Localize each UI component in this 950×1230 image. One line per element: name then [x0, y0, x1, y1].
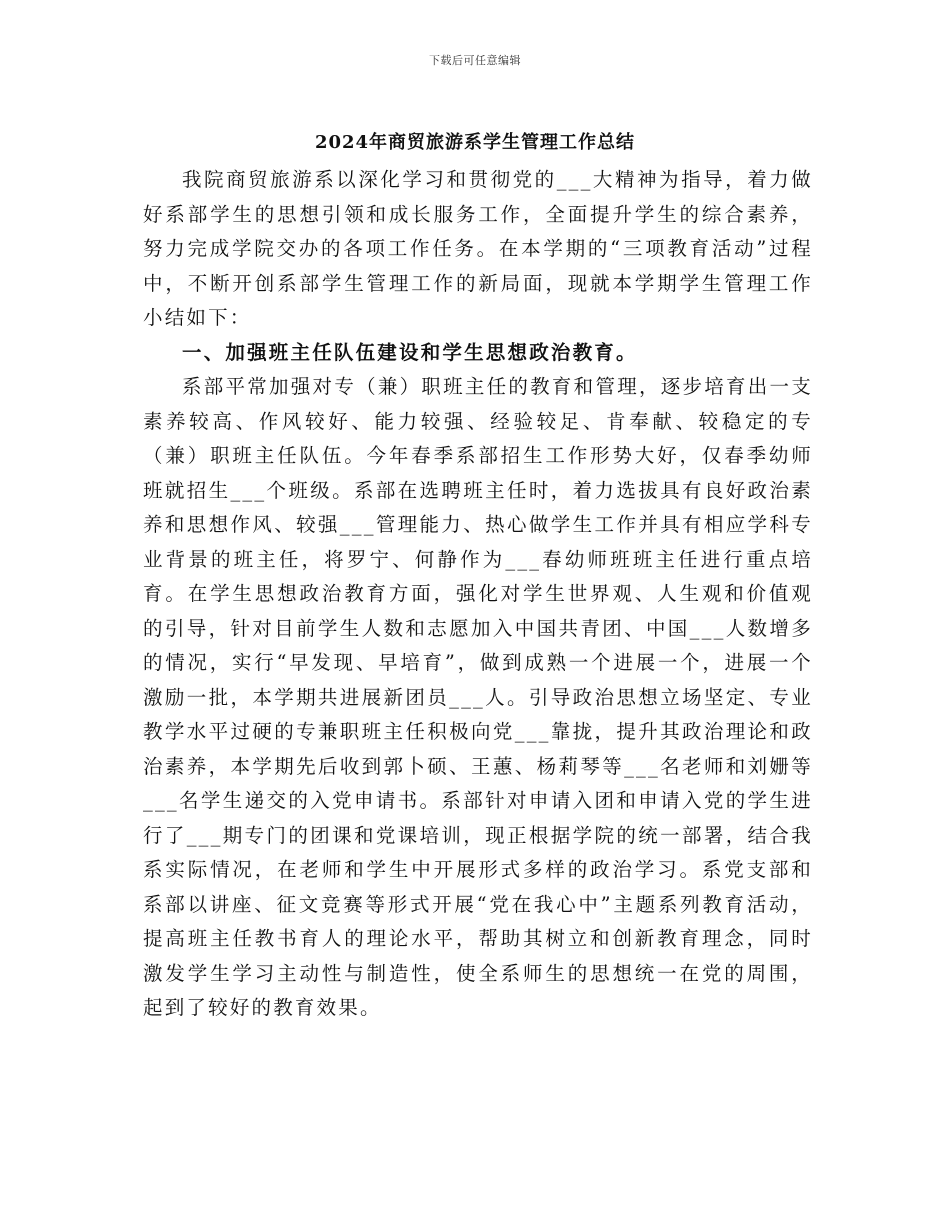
section-paragraph: 系部平常加强对专（兼）职班主任的教育和管理，逐步培育出一支素养较高、作风较好、能力较强、经验较足、肯奉献、较稳定的专（兼）职班主任队伍。今年春季系部招生工作形势大好，仅春季幼师班就招生___个班级。系部在选聘班主任时，着力选拔具有良好政治素养和思想作风、较强___管理能力、热心做学生工作并具有相应学科专业背景的班主任，将罗宁、何静作为___春幼师班班主任进行重点培育。在学生思想政治教育方面，强化对学生世界观、人生观和价值观的引导，针对目前学生人数和志愿加入中国共青团、中国___人数增多的情况，实行“早发现、早培育”，做到成熟一个进展一个，进展一个激励一批，本学期共进展新团员___人。引导政治思想立场坚定、专业教学水平过硬的专兼职班主任积极向党___靠拢，提升其政治理论和政治素养，本学期先后收到郭卜硕、王蕙、杨莉琴等___名老师和刘姗等___名学生递交的入党申请书。系部针对申请入团和申请入党的学生进行了___期专门的团课和党课培训，现正根据学院的统一部署，结合我系实际情况，在老师和学生中开展形式多样的政治学习。系党支部和系部以讲座、征文竞赛等形式开展“党在我心中”主题系列教育活动，提高班主任教书育人的理论水平，帮助其树立和创新教育理念，同时激发学生学习主动性与制造性，使全系师生的思想统一在党的周围，起到了较好的教育效果。: [143, 375, 813, 1019]
intro-paragraph: 我院商贸旅游系以深化学习和贯彻党的___大精神为指导，着力做好系部学生的思想引领和成长服务工作，全面提升学生的综合素养，努力完成学院交办的各项工作任务。在本学期的“三项教育活动”过程中，不断开创系部学生管理工作的新局面，现就本学期学生管理工作小结如下：: [143, 168, 813, 329]
header-note: 下载后可任意编辑: [429, 54, 521, 67]
document-body: [143, 163, 813, 1026]
document-title: 2024年商贸旅游系学生管理工作总结: [314, 132, 636, 153]
section-heading: 一、加强班主任队伍建设和学生思想政治教育。: [182, 340, 638, 364]
